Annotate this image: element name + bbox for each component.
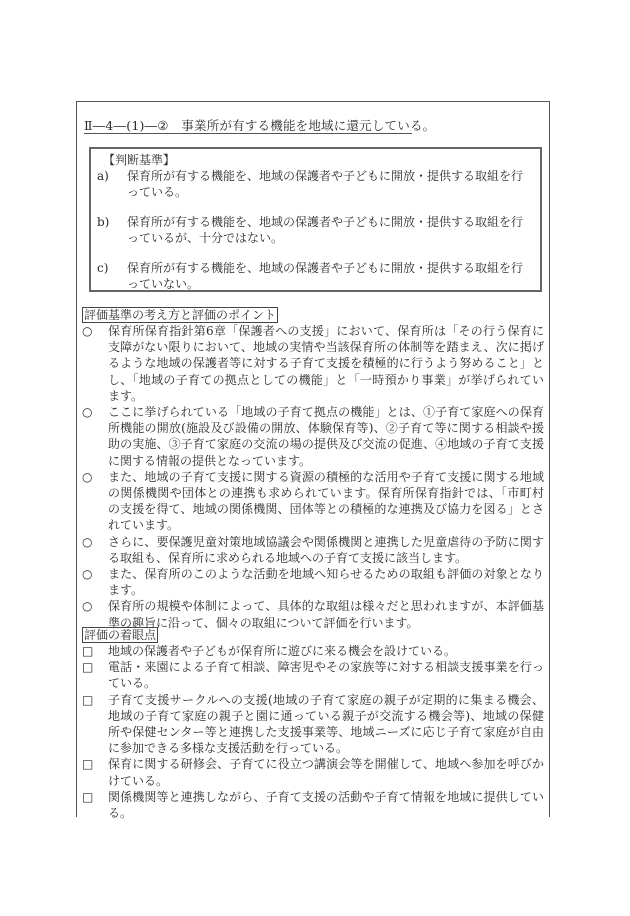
list-item xyxy=(82,566,544,598)
criteria-item xyxy=(97,260,534,292)
focus-text: 関係機関等と連携しながら、子育て支援の活動や子育て情報を地域に提供している。 xyxy=(108,789,544,821)
point-text: さらに、要保護児童対策地域協議会や関係機関と連携した児童虐待の予防に関する取組も、保育所に求められる地域への子育て支援に該当します。 xyxy=(108,534,544,565)
points-list xyxy=(82,323,544,631)
checkbox-icon: □ xyxy=(82,660,94,675)
criteria-heading: 【判断基準】 xyxy=(103,153,176,167)
focus-heading: 評価の着眼点 xyxy=(84,628,157,642)
list-item xyxy=(82,789,544,821)
checkbox-icon: □ xyxy=(82,644,94,658)
point-text: ここに挙げられている「地域の子育て拠点の機能」とは、①子育て家庭への保育所機能の開放(施設及び設備の開放、体験保育等)、②子育て等に関する相談や援助の実施、③子育て家庭の交流の場の提供及び交流の促進、④地域の子育て支援に関する情報の提供となっています。 xyxy=(108,405,544,468)
circle-bullet-icon: ○ xyxy=(82,567,93,582)
list-item xyxy=(82,323,544,404)
criteria-text: 保育所が有する機能を、地域の保護者や子どもに開放・提供する取組を行っていない。 xyxy=(127,261,524,291)
criteria-label: c) xyxy=(97,261,109,275)
focus-list xyxy=(82,643,544,821)
list-item xyxy=(82,659,544,691)
checkbox-icon: □ xyxy=(82,757,94,772)
list-item xyxy=(82,756,544,788)
criteria-label: b) xyxy=(97,215,110,229)
judgment-criteria-box xyxy=(89,147,542,292)
criteria-text: 保育所が有する機能を、地域の保護者や子どもに開放・提供する取組を行っているが、十分ではない。 xyxy=(127,215,524,245)
points-heading: 評価基準の考え方と評価のポイント xyxy=(84,308,277,322)
list-item xyxy=(82,692,544,757)
point-text: 保育所保育指針第6章「保護者への支援」において、保育所は「その行う保育に支障がない限りにおいて、地域の実情や当該保育所の体制等を踏まえ、次に掲げるような地域の保護者等に対する子育て支援を積極的に行うよう努めること」とし、「地域の子育ての拠点としての機能」と「一時預かり事業」が挙げられています。 xyxy=(108,324,544,403)
focus-text: 子育て支援サークルへの支援(地域の子育て家庭の親子が定期的に集まる機会、地域の子育て家庭の親子と園に通っている親子が交流する機会等)、地域の保健所や保健センター等と連携した支援事業等、地域ニーズに応じ子育て家庭が自由に参加できる多様な支援活動を行っている。 xyxy=(108,692,544,756)
list-item xyxy=(82,534,544,566)
circle-bullet-icon: ○ xyxy=(82,469,93,484)
point-text: また、地域の子育て支援に関する資源の積極的な活用や子育て支援に関する地域の関係機関や団体との連携も求められています。保育所保育指針では、「市町村の支援を得て、地域の関係機関、団体等との積極的な連携及び協力を図る」とされています。 xyxy=(108,469,544,533)
focus-text: 地域の保護者や子どもが保育所に遊びに来る機会を設けている。 xyxy=(108,644,457,658)
circle-bullet-icon: ○ xyxy=(82,534,93,549)
circle-bullet-icon: ○ xyxy=(82,405,93,420)
point-text: また、保育所のこのような活動を地域へ知らせるための取組も評価の対象となります。 xyxy=(108,567,544,598)
section-title: Ⅱ―4―(1)―② 事業所が有する機能を地域に還元している。 xyxy=(84,118,436,133)
circle-bullet-icon: ○ xyxy=(82,599,93,614)
focus-text: 保育に関する研修会、子育てに役立つ講演会等を開催して、地域へ参加を呼びかけている。 xyxy=(108,757,544,788)
list-item xyxy=(82,469,544,534)
point-text: 保育所の規模や体制によって、具体的な取組は様々だと思われますが、本評価基準の趣旨に沿って、個々の取組について評価を行います。 xyxy=(108,599,544,630)
criteria-item xyxy=(97,168,534,200)
checkbox-icon: □ xyxy=(82,789,94,804)
title-underline xyxy=(84,133,412,134)
criteria-label: a) xyxy=(97,169,109,183)
criteria-item xyxy=(97,214,534,246)
list-item xyxy=(82,598,544,630)
list-item xyxy=(82,643,544,659)
circle-bullet-icon: ○ xyxy=(82,324,93,338)
focus-text: 電話・来園による子育て相談、障害児やその家族等に対する相談支援事業を行っている。 xyxy=(108,660,544,691)
list-item xyxy=(82,404,544,469)
checkbox-icon: □ xyxy=(82,692,94,707)
criteria-text: 保育所が有する機能を、地域の保護者や子どもに開放・提供する取組を行っている。 xyxy=(127,169,524,199)
